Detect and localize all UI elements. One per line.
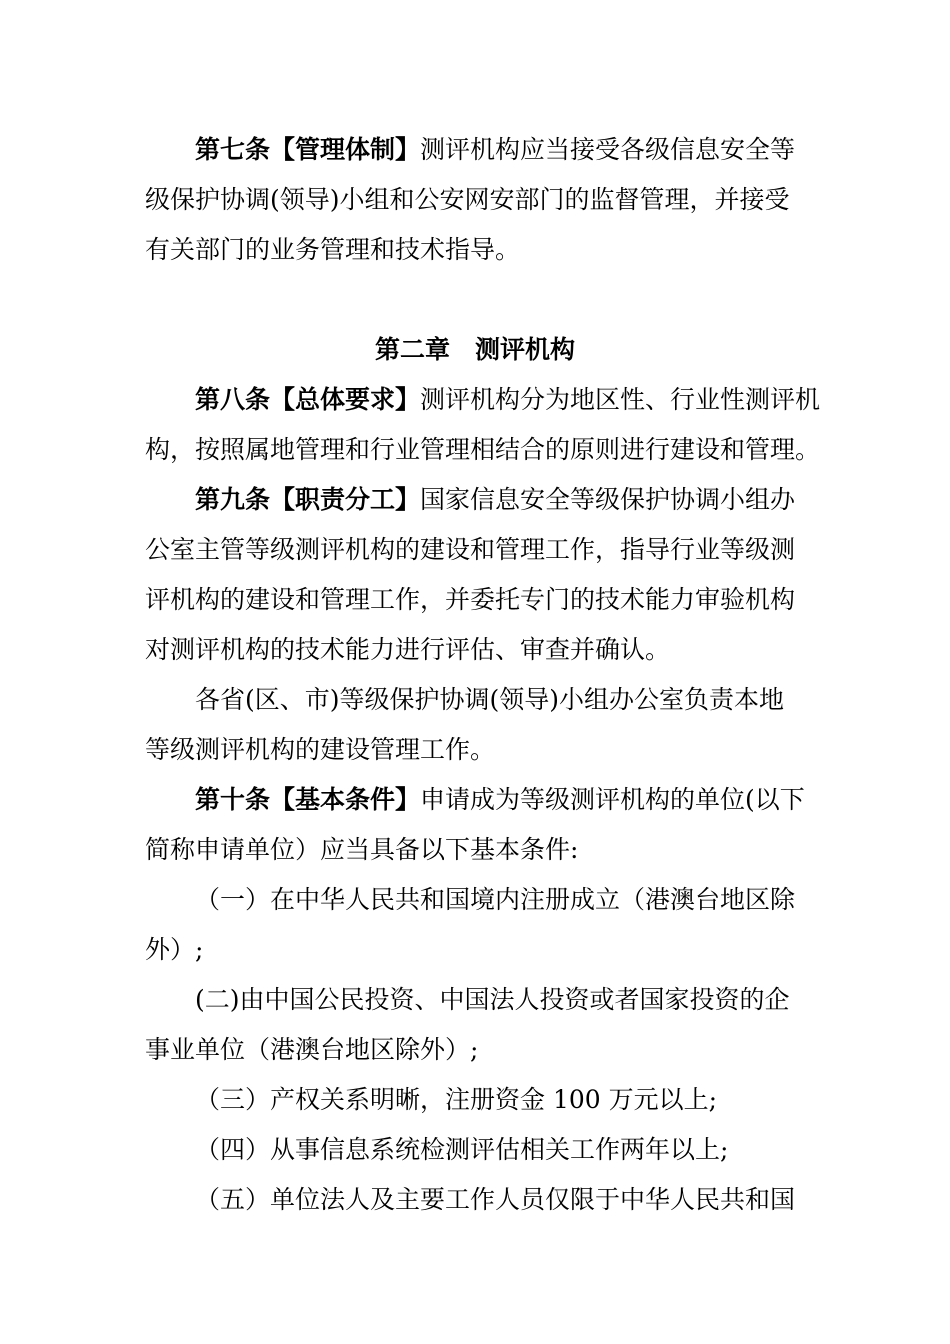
article-10-text: 申请成为等级测评机构的单位(以下 — [420, 785, 805, 814]
article-9-text: 国家信息安全等级保护协调小组办 — [420, 485, 796, 514]
article-9-line-2: 公室主管等级测评机构的建设和管理工作，指导行业等级测 — [145, 535, 796, 564]
article-8-heading: 第八条【总体要求】 — [195, 385, 421, 414]
chapter-title: 第二章 测评机构 — [374, 335, 575, 364]
article-10-heading: 第十条【基本条件】 — [195, 785, 421, 814]
article-10-item-1-line-1: （一）在中华人民共和国境内注册成立（港澳台地区除 — [195, 885, 796, 914]
article-9-line-3: 评机构的建设和管理工作，并委托专门的技术能力审验机构 — [145, 585, 796, 614]
article-8-text: 测评机构分为地区性、行业性测评机 — [420, 385, 821, 414]
article-10-line-2: 简称申请单位）应当具备以下基本条件: — [145, 835, 579, 864]
article-9-line-4: 对测评机构的技术能力进行评估、审查并确认。 — [145, 635, 671, 664]
article-10-item-2-line-1: (二)由中国公民投资、中国法人投资或者国家投资的企 — [195, 985, 790, 1014]
article-9-para-2-line-1: 各省(区、市)等级保护协调(领导)小组办公室负责本地 — [195, 685, 785, 714]
article-8-line-1 — [195, 384, 875, 416]
article-8-line-2: 构，按照属地管理和行业管理相结合的原则进行建设和管理。 — [145, 435, 821, 464]
article-10-item-3: （三）产权关系明晰，注册资金 100 万元以上; — [195, 1085, 718, 1114]
article-9-heading: 第九条【职责分工】 — [195, 485, 421, 514]
article-10-line-1 — [195, 784, 875, 816]
article-7-line-3: 有关部门的业务管理和技术指导。 — [145, 235, 521, 264]
article-7-text: 测评机构应当接受各级信息安全等 — [420, 135, 796, 164]
article-9-line-1 — [195, 484, 875, 516]
article-7-line-2: 级保护协调(领导)小组和公安网安部门的监督管理，并接受 — [145, 185, 790, 214]
article-7-line-1 — [195, 134, 875, 166]
article-7-heading: 第七条【管理体制】 — [195, 135, 421, 164]
article-9-para-2-line-2: 等级测评机构的建设管理工作。 — [145, 735, 496, 764]
article-10-item-1-line-2: 外）; — [145, 935, 204, 964]
article-10-item-4: （四）从事信息系统检测评估相关工作两年以上; — [195, 1135, 729, 1164]
article-10-item-5: （五）单位法人及主要工作人员仅限于中华人民共和国 — [195, 1185, 796, 1214]
article-10-item-2-line-2: 事业单位（港澳台地区除外）; — [145, 1035, 479, 1064]
